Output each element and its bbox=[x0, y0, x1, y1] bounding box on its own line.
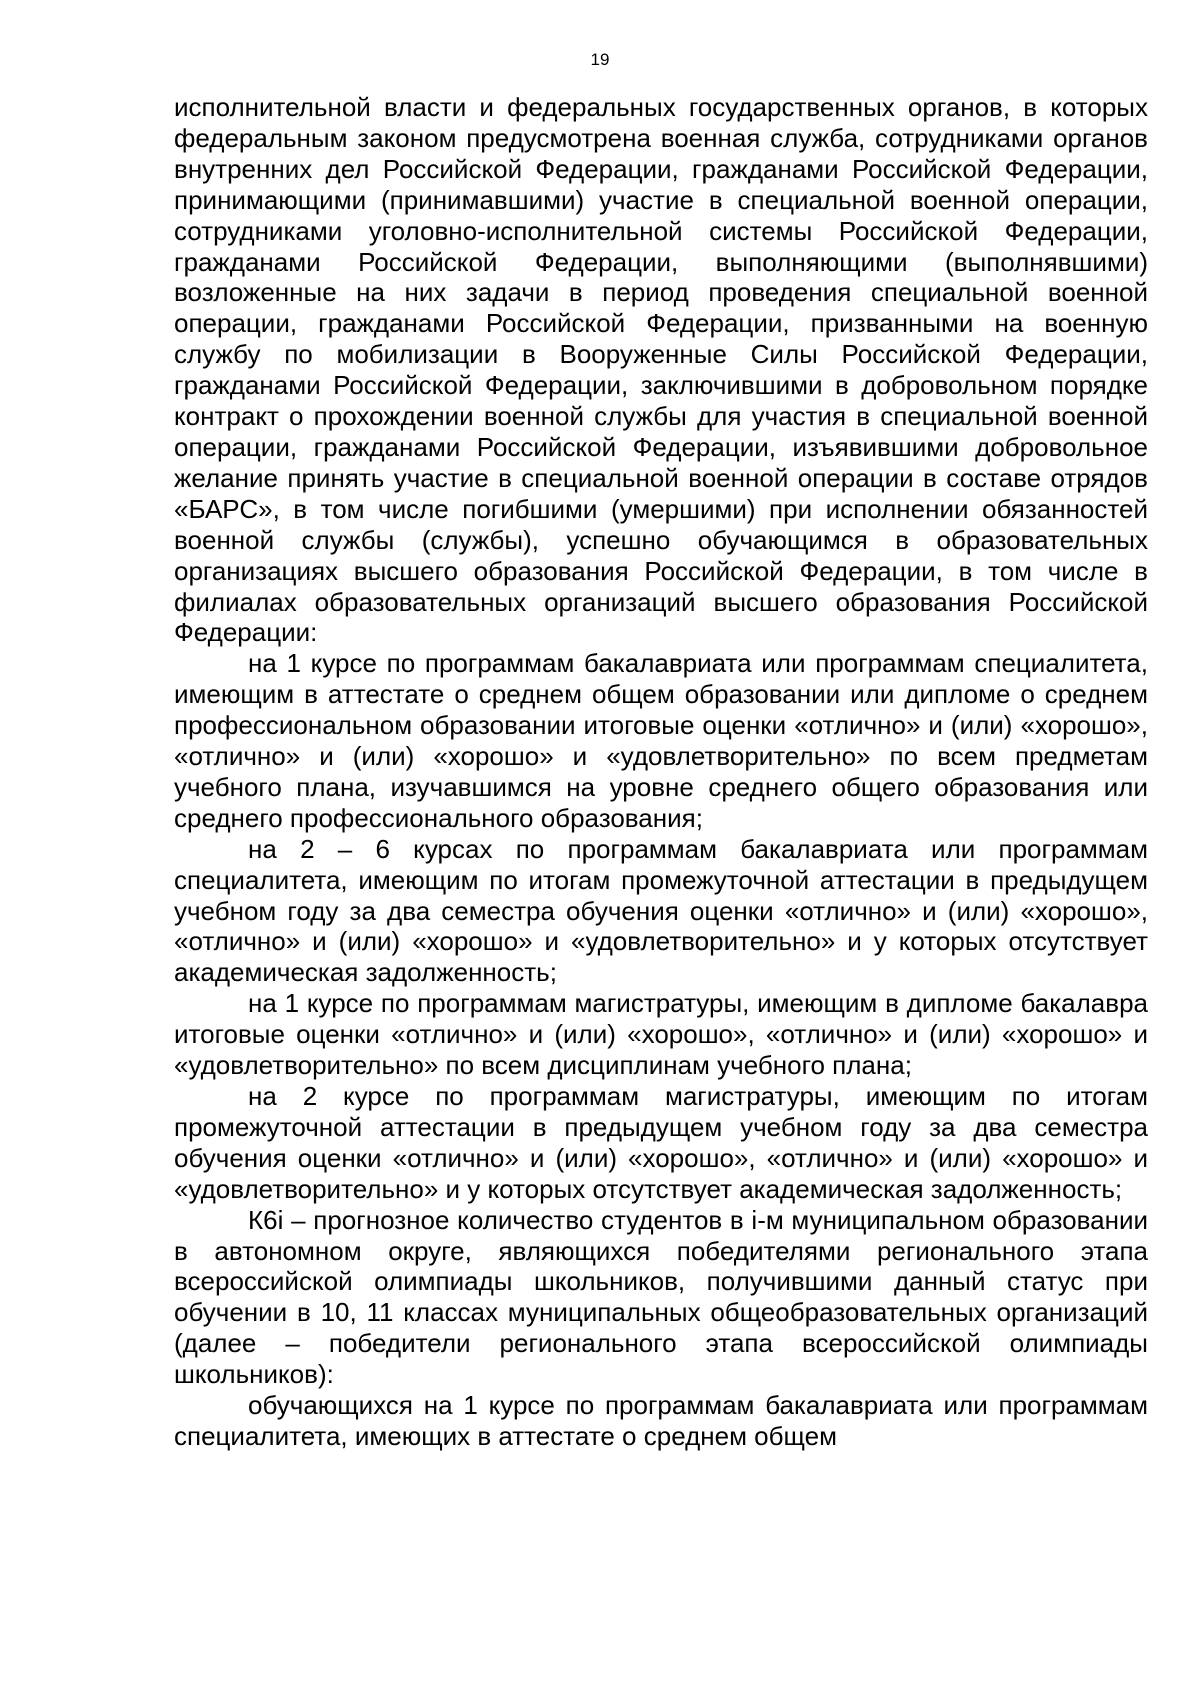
paragraph-master-second-year: на 2 курсе по программам магистратуры, имеющим по итогам промежуточной аттестации в предыдущем учебном году за два семестра обучения оценки «отлично» и (или) «хорошо», «отлично» и (или) «хорошо» и «удовлетворительно» и у которых отсутствует академическая задолженность; bbox=[174, 1081, 1148, 1204]
paragraph-master-first-year: на 1 курсе по программам магистратуры, имеющим в дипломе бакалавра итоговые оценки «отлично» и (или) «хорошо», «отлично» и (или) «хорошо» и «удовлетворительно» по всем дисциплинам учебного плана; bbox=[174, 988, 1148, 1081]
document-body bbox=[174, 92, 1148, 1452]
paragraph-bachelor-2-6-years: на 2 – 6 курсах по программам бакалавриата или программам специалитета, имеющим по итогам промежуточной аттестации в предыдущем учебном году за два семестра обучения оценки «отлично» и (или) «хорошо», «отлично» и (или) «хорошо» и «удовлетворительно» и у которых отсутствует академическая задолженность; bbox=[174, 833, 1148, 988]
paragraph-k6i-definition: К6i – прогнозное количество студентов в i-м муниципальном образовании в автономном округе, являющихся победителями регионального этапа всероссийской олимпиады школьников, получившими данный статус при обучении в 10, 11 классах муниципальных общеобразовательных организаций (далее – победители регионального этапа всероссийской олимпиады школьников): bbox=[174, 1204, 1148, 1390]
paragraph-bachelor-first-year: на 1 курсе по программам бакалавриата или программам специалитета, имеющим в аттестате о среднем общем образовании или дипломе о среднем профессиональном образовании итоговые оценки «отлично» и (или) «хорошо», «отлично» и (или) «хорошо» и «удовлетворительно» по всем предметам учебного плана, изучавшимся на уровне среднего общего образования или среднего профессионального образования; bbox=[174, 648, 1148, 833]
paragraph-olympiad-first-year: обучающихся на 1 курсе по программам бакалавриата или программам специалитета, имеющих в аттестате о среднем общем bbox=[174, 1390, 1148, 1451]
page-number: 19 bbox=[590, 50, 610, 69]
paragraph-continuation: исполнительной власти и федеральных государственных органов, в которых федеральным законом предусмотрена военная служба, сотрудниками органов внутренних дел Российской Федерации, гражданами Российской Федерации, принимающими (принимавшими) участие в специальной военной операции, сотрудниками уголовно-исполнительной системы Российской Федерации, гражданами Российской Федерации, выполняющими (выполнявшими) возложенные на них задачи в период проведения специальной военной операции, гражданами Российской Федерации, призванными на военную службу по мобилизации в Вооруженные Силы Российской Федерации, гражданами Российской Федерации, заключившими в добровольном порядке контракт о прохождении военной службы для участия в специальной военной операции, гражданами Российской Федерации, изъявившими добровольное желание принять участие в специальной военной операции в составе отрядов «БАРС», в том числе погибшими (умершими) при исполнении обязанностей военной службы (службы), успешно обучающимся в образовательных организациях высшего образования Российской Федерации, в том числе в филиалах образовательных организаций высшего образования Российской Федерации: bbox=[174, 92, 1148, 648]
